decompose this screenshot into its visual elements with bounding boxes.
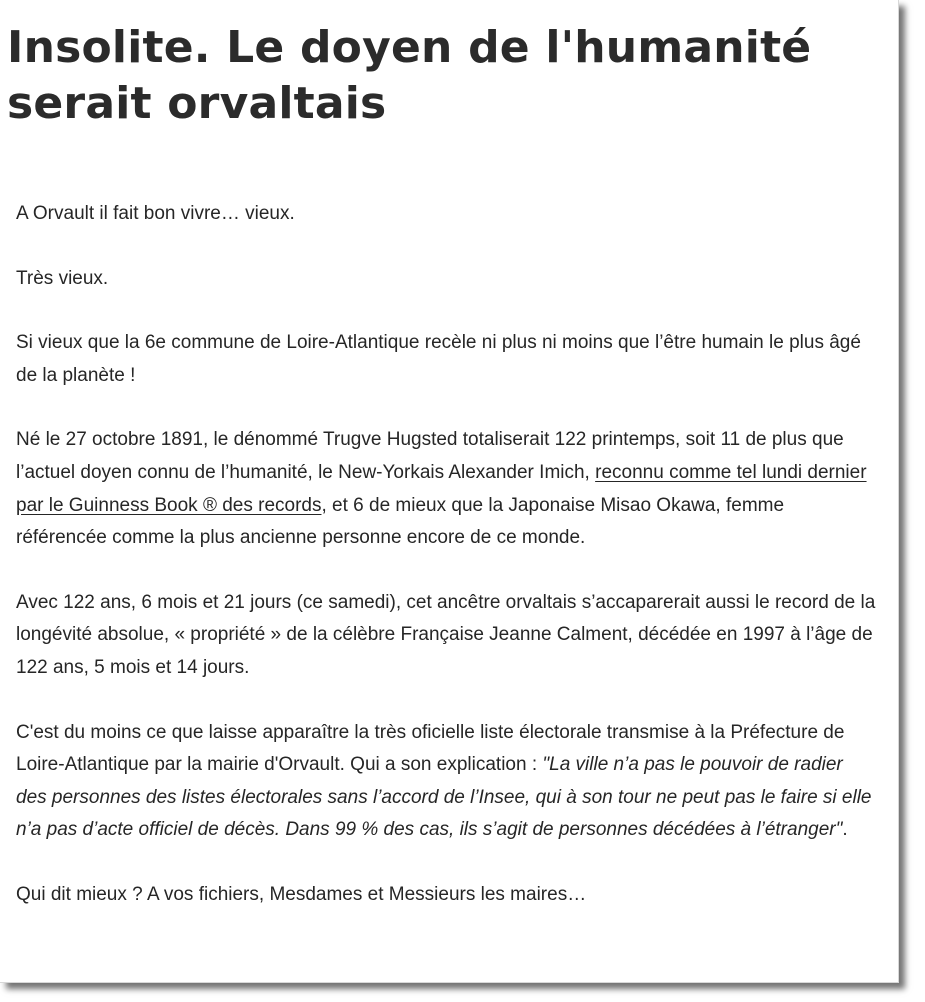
guinness-link[interactable]: reconnu comme tel lundi dernier par le Guinness Book ® des records xyxy=(16,461,867,516)
article-body xyxy=(16,198,876,944)
paragraph-commune: Si vieux que la 6e commune de Loire-Atlantique recèle ni plus ni moins que l’être humain le plus âgé de la planète ! xyxy=(16,332,861,386)
article-title: Insolite. Le doyen de l'humanité serait orvaltais xyxy=(7,22,812,129)
paragraph-tres-vieux: Très vieux. xyxy=(16,267,109,289)
paragraph-hugsted xyxy=(16,424,876,554)
paragraph-intro: A Orvault il fait bon vivre… vieux. xyxy=(16,203,295,224)
paragraph-hugsted-text-1: Né le 27 octobre 1891, le dénommé Trugve Hugsted totaliserait 122 printemps, soit 11 de plus que l’actuel doyen connu de l’humanité, le New-Yorkais Alexander Imich, xyxy=(16,429,844,483)
paragraph-explication-end: . xyxy=(842,819,848,841)
paragraph-explication xyxy=(16,717,876,847)
paragraph-record: Avec 122 ans, 6 mois et 21 jours (ce samedi), cet ancêtre orvaltais s’accaparerait aussi le record de la longévité absolue, « propriété » de la célèbre Française Jeanne Calment, décédée en 1997 à l’âge de 122 ans, 5 mois et 14 jours. xyxy=(16,591,876,678)
paragraph-explication-text: C'est du moins ce que laisse apparaître la très oficielle liste électorale transmise à la Préfecture de Loire-Atlantique par la mairie d'Orvault. Qui a son explication : xyxy=(16,721,845,776)
paragraph-hugsted-text-2: , et 6 de mieux que la Japonaise Misao Okawa, femme référencée comme la plus ancienne personne encore de ce monde. xyxy=(16,494,785,549)
mairie-quote: "La ville n’a pas le pouvoir de radier des personnes des listes électorales sans l’accord de l’Insee, qui à son tour ne peut pas le faire si elle n’a pas d’acte officiel de décès. Dans 99 % des cas, ils s’agit de personnes décédées à l’étranger" xyxy=(16,754,872,841)
paragraph-conclusion: Qui dit mieux ? A vos fichiers, Mesdames et Messieurs les maires… xyxy=(16,883,587,905)
